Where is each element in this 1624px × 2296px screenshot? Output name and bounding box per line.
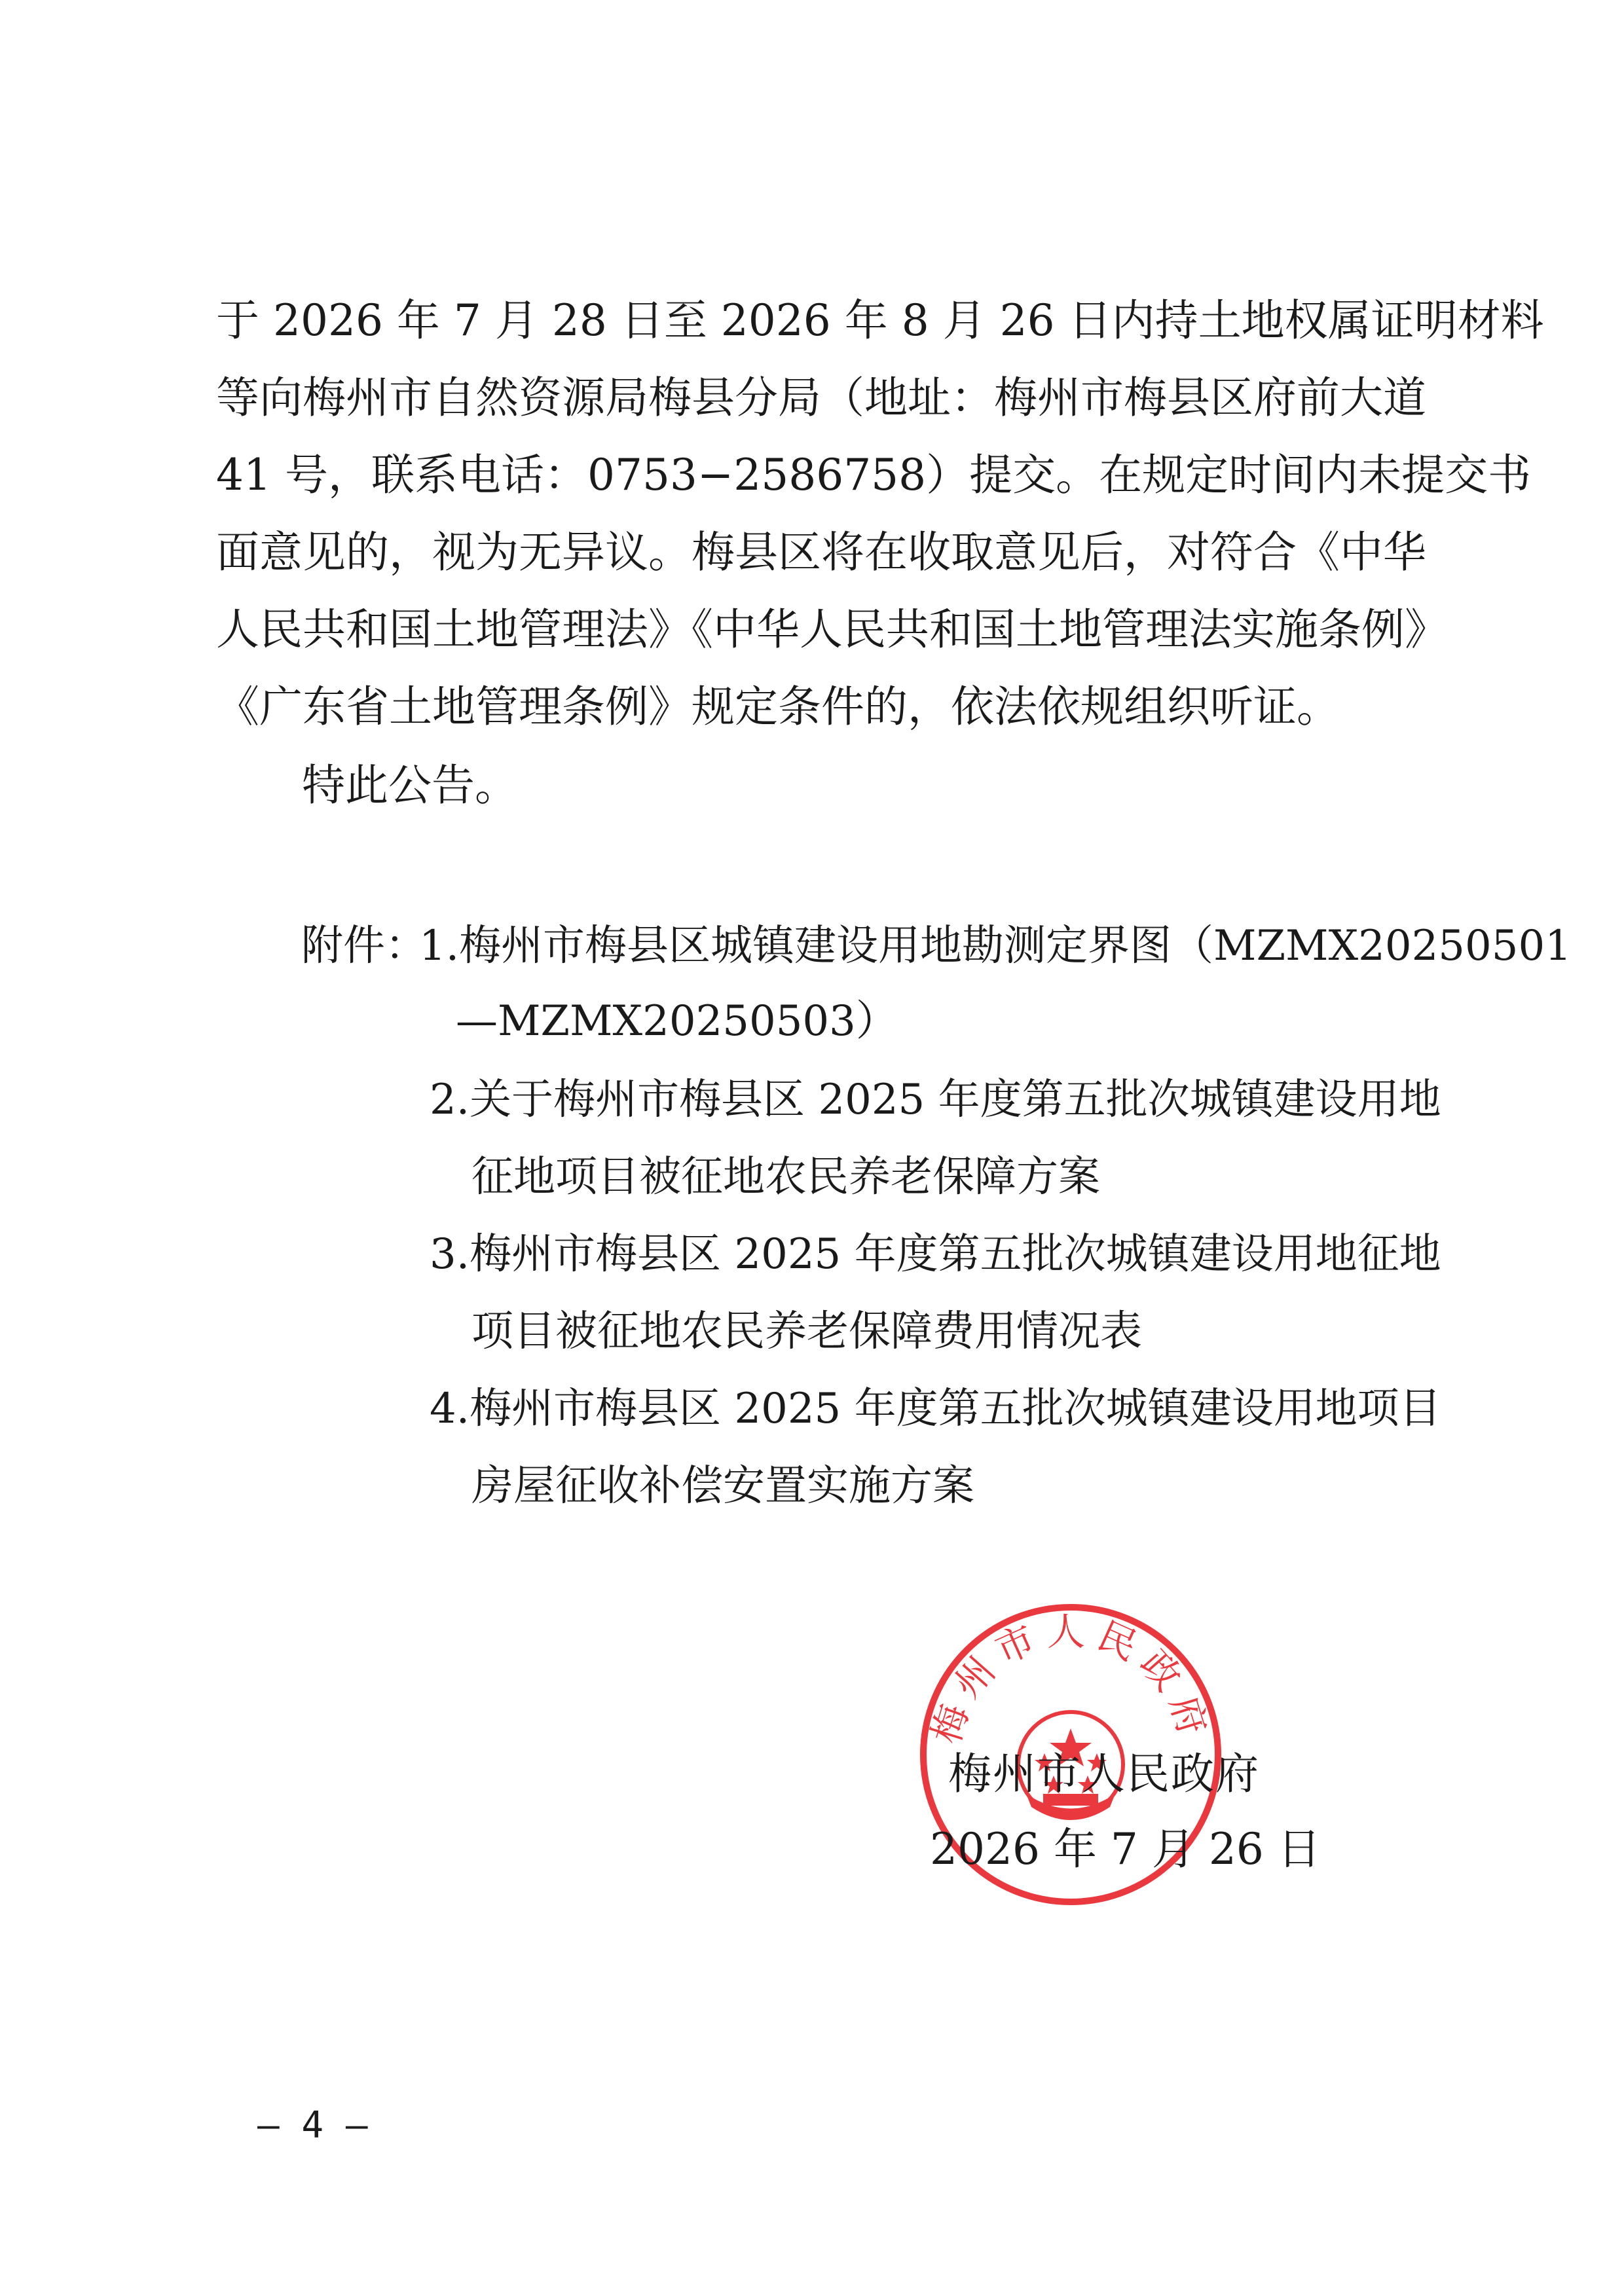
body-line-6: 《广东省土地管理条例》规定条件的，依法依规组织听证。 [216,682,1340,732]
attachment-3-line-1: 3.梅州市梅县区 2025 年度第五批次城镇建设用地征地 [430,1230,1441,1279]
attachment-1-line-2: —MZMX20250503） [456,997,898,1046]
attachment-2-line-2: 征地项目被征地农民养老保障方案 [471,1153,1100,1201]
svg-text:梅州市人民政府 [923,1610,1217,1749]
attachment-2-line-1: 2.关于梅州市梅县区 2025 年度第五批次城镇建设用地 [430,1076,1441,1124]
attachments-label: 附件： [301,922,427,970]
attachment-4-line-2: 房屋征收补偿安置实施方案 [471,1462,974,1510]
body-line-5: 人民共和国土地管理法》《中华人民共和国土地管理法实施条例》 [216,604,1448,655]
attachment-1-line-1: 1.梅州市梅县区城镇建设用地勘测定界图（MZMX20250501 [419,922,1572,970]
body-line-1: 于 2026 年 7 月 28 日至 2026 年 8 月 26 日内持土地权属证明材料 [216,295,1544,346]
closing-text: 特此公告。 [302,760,518,811]
attachment-4-line-1: 4.梅州市梅县区 2025 年度第五批次城镇建设用地项目 [430,1385,1441,1433]
signature-date: 2026 年 7 月 26 日 [930,1824,1321,1874]
page-number: — 4 — [257,2104,368,2147]
attachment-3-line-2: 项目被征地农民养老保障费用情况表 [471,1307,1142,1356]
body-line-4: 面意见的，视为无异议。梅县区将在收取意见后，对符合《中华 [216,527,1426,577]
body-line-2: 等向梅州市自然资源局梅县分局（地址：梅州市梅县区府前大道 [216,373,1426,423]
seal-text: 梅州市人民政府 [923,1609,1218,1749]
signature-organization: 梅州市人民政府 [948,1749,1260,1799]
body-line-3: 41 号，联系电话：0753−2586758）提交。在规定时间内未提交书 [216,450,1532,500]
